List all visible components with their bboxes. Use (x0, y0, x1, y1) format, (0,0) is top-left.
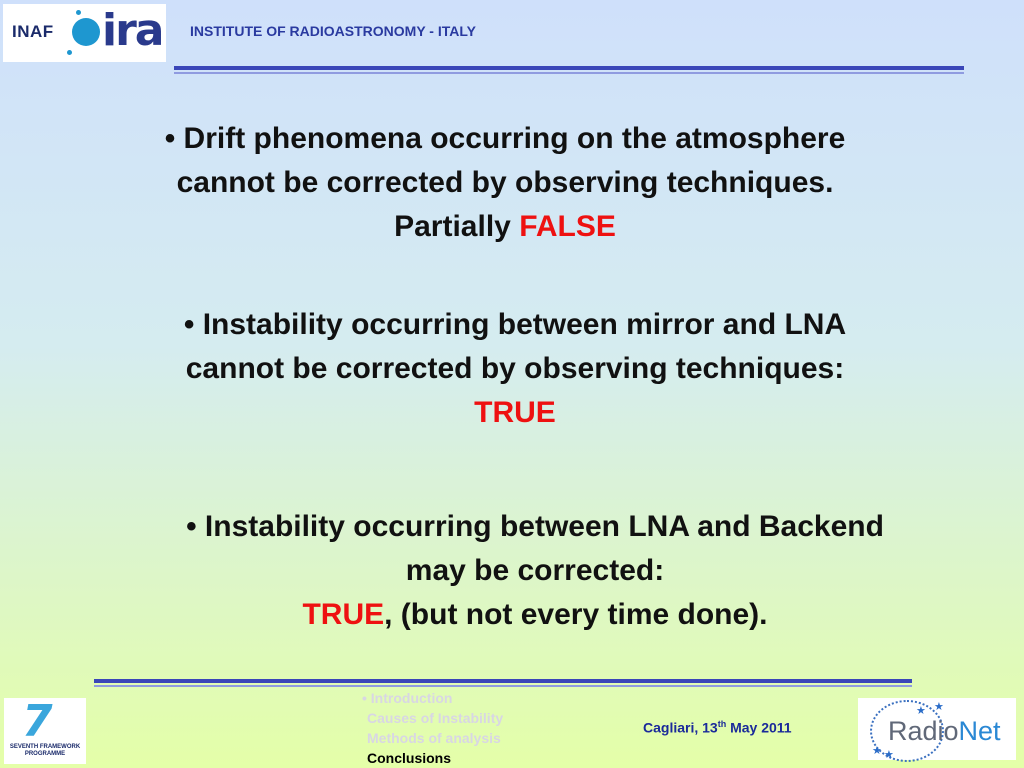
header-divider (174, 66, 964, 70)
bullet: • (164, 122, 176, 155)
statement-drift (60, 117, 950, 249)
toc-item-methods[interactable]: Methods of analysis (367, 730, 501, 746)
statement-line: Instability occurring between mirror and LNA (202, 308, 847, 341)
footer-divider (94, 679, 912, 683)
statement-line: cannot be corrected by observing techniques. (176, 166, 834, 199)
date-suffix: May 2011 (726, 719, 792, 736)
header-title: INSTITUTE OF RADIOASTRONOMY - ITALY (190, 23, 476, 39)
bullet: • (186, 510, 197, 543)
star-icon: ★ (934, 701, 944, 713)
star-icon: ★ (916, 705, 926, 717)
verdict-label: TRUE (474, 396, 556, 429)
statement-line: cannot be corrected by observing techniques: (185, 352, 845, 385)
bullet: • (183, 308, 195, 341)
radionet-wordmark (888, 716, 1001, 747)
header-divider-thin (174, 72, 964, 74)
fp7-number: 7 (22, 696, 53, 747)
radionet-word-radio: Radio (888, 716, 959, 746)
statement-mirror-lna (80, 303, 950, 435)
statement-line: Instability occurring between LNA and Backend (204, 510, 884, 543)
ira-logo-text: ira (102, 5, 163, 56)
date-ordinal: th (717, 719, 727, 729)
verdict-label: FALSE (519, 210, 616, 243)
toc-item-conclusions[interactable]: Conclusions (367, 750, 452, 766)
footer-divider-thin (94, 685, 912, 687)
section-navigation (362, 688, 503, 768)
date-prefix: Cagliari, 13 (643, 719, 718, 736)
verdict-prefix: Partially (394, 210, 520, 243)
inaf-logo-text: INAF (12, 22, 54, 41)
verdict-suffix: , (but not every time done). (384, 598, 768, 631)
toc-item-introduction[interactable]: • Introduction (362, 690, 453, 706)
radionet-word-net: Net (958, 716, 1001, 746)
star-icon: ★ (872, 745, 882, 757)
statement-lna-backend (90, 505, 980, 637)
fp7-caption: SEVENTH FRAMEWORK PROGRAMME (9, 744, 81, 757)
star-icon: ★ (884, 749, 894, 761)
statement-line: Drift phenomena occurring on the atmosphere (183, 122, 846, 155)
toc-item-causes[interactable]: Causes of Instability (367, 710, 504, 726)
ira-dot-icon (67, 50, 72, 55)
presentation-date (643, 719, 792, 736)
ira-circle-icon (72, 18, 100, 46)
ira-dot-icon (76, 10, 81, 15)
statement-line: may be corrected: (405, 554, 665, 587)
verdict-label: TRUE (302, 598, 385, 631)
